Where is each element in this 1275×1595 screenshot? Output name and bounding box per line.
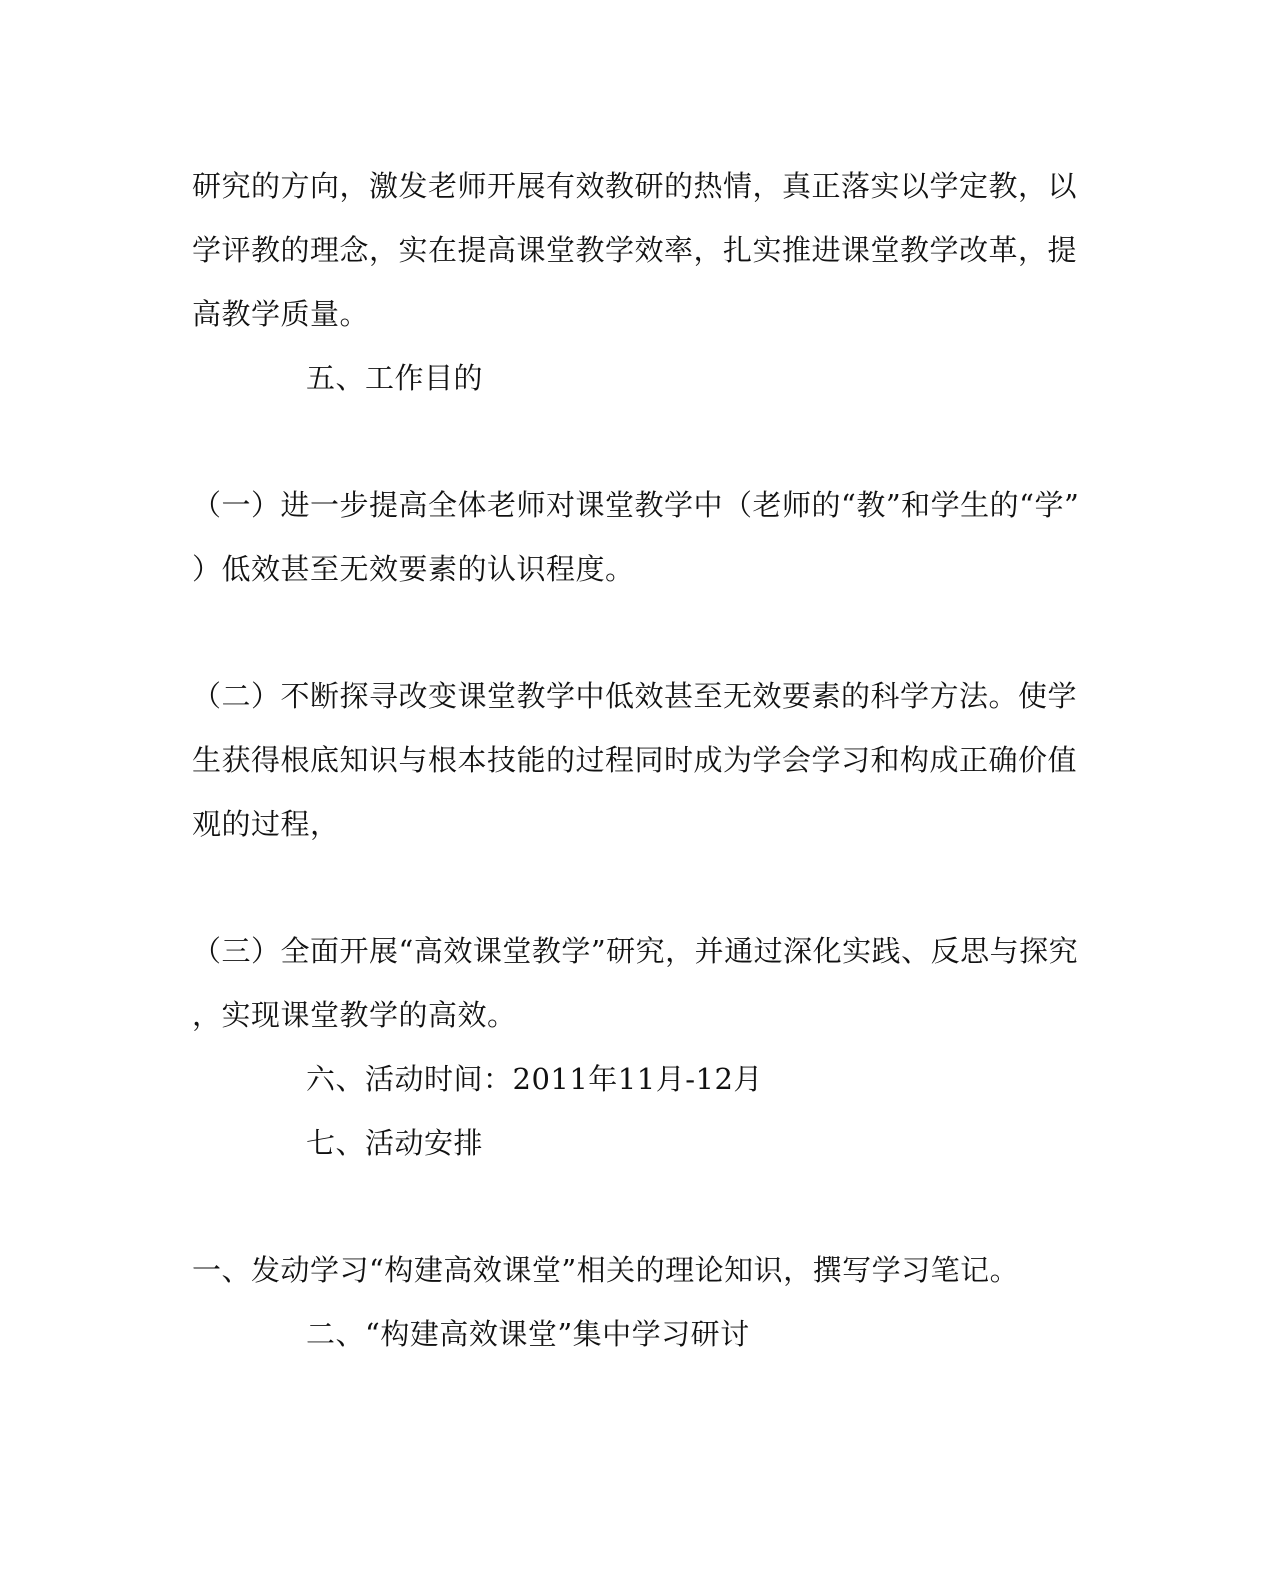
activity-item-2: 二、“构建高效课堂”集中学习研讨: [306, 1317, 750, 1351]
section-heading-7: 七、活动安排: [306, 1126, 484, 1160]
section-heading-6: 六、活动时间：2011年11月-12月: [306, 1062, 763, 1096]
goal-2-line-1: （二）不断探寻改变课堂教学中低效甚至无效要素的科学方法。使学: [192, 679, 1078, 713]
section-heading-5: 五、工作目的: [306, 361, 484, 395]
paragraph-line-2: 学评教的理念，实在提高课堂教学效率，扎实推进课堂教学改革，提: [192, 233, 1078, 267]
goal-3-line-1: （三）全面开展“高效课堂教学”研究，并通过深化实践、反思与探究: [192, 934, 1079, 968]
goal-2-line-2: 生获得根底知识与根本技能的过程同时成为学会学习和构成正确价值: [192, 743, 1078, 777]
paragraph-line-1: 研究的方向，激发老师开展有效教研的热情，真正落实以学定教，以: [192, 169, 1078, 203]
activity-item-1: 一、发动学习“构建高效课堂”相关的理论知识，撰写学习笔记。: [192, 1253, 1020, 1287]
paragraph-line-3: 高教学质量。: [192, 297, 370, 331]
goal-2-line-3: 观的过程，: [192, 807, 340, 841]
goal-3-line-2: ，实现课堂教学的高效。: [192, 998, 517, 1032]
goal-1-line-1: （一）进一步提高全体老师对课堂教学中（老师的“教”和学生的“学”: [192, 488, 1080, 522]
goal-1-line-2: ）低效甚至无效要素的认识程度。: [192, 552, 635, 586]
